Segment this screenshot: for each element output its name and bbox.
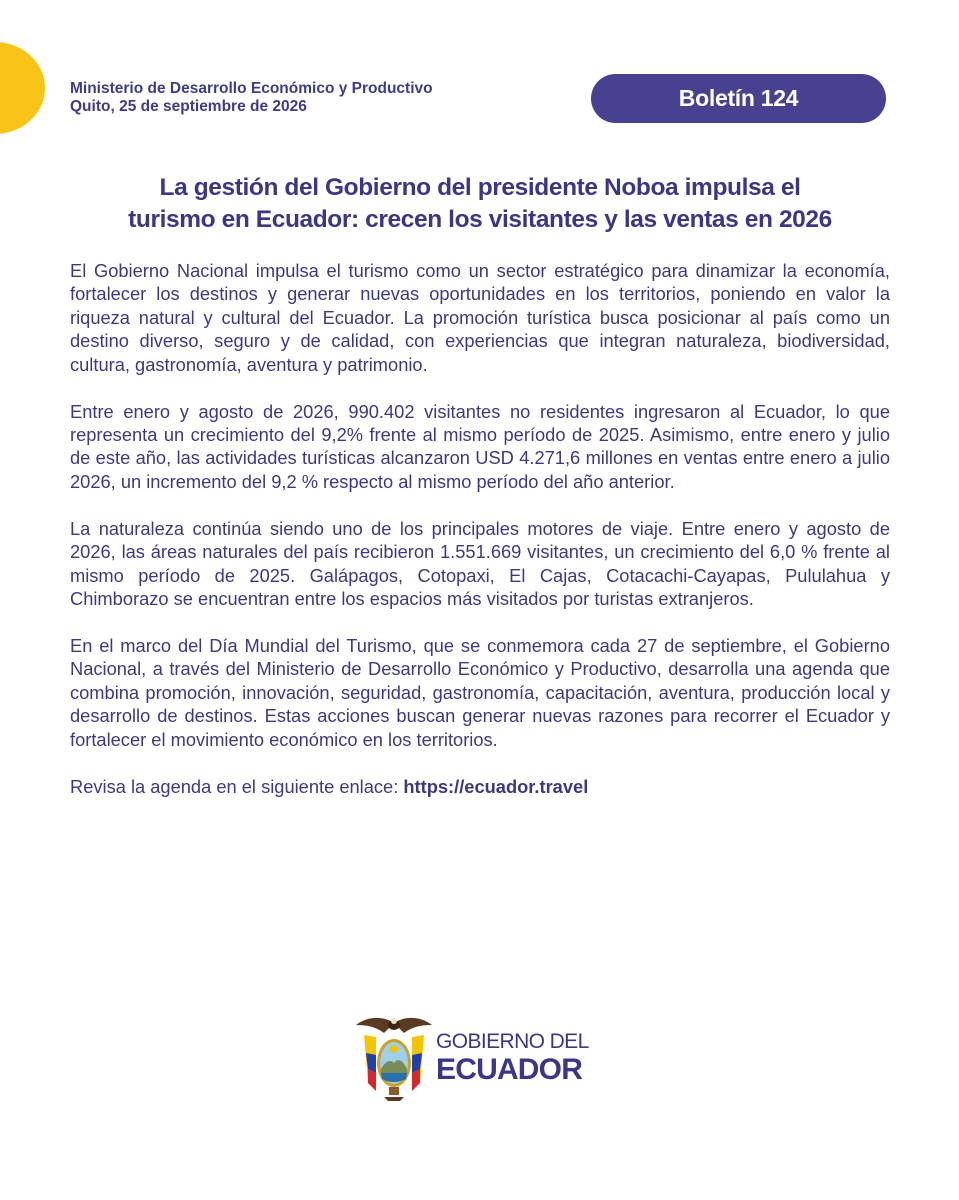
ecuador-coat-of-arms-icon [354, 1013, 434, 1103]
logo-line-1: GOBIERNO DEL [436, 1030, 589, 1053]
bulletin-number: Boletín 124 [678, 85, 799, 111]
agenda-cta [70, 775, 890, 798]
paragraph-visitors: Entre enero y agosto de 2026, 990.402 visitantes no residentes ingresaron al Ecuador, lo que representa un crecimiento del 9,2% frente al mismo período de 2025. Asimismo, entre enero y julio de este año, las actividades turísticas alcanzaron USD 4.271,6 millones en ventas entre enero a julio 2026, un incremento del 9,2 % respecto al mismo período del año anterior. [70, 400, 890, 492]
bulletin-date: Quito, 25 de septiembre de 2026 [70, 98, 307, 115]
paragraph-intro: El Gobierno Nacional impulsa el turismo como un sector estratégico para dinamizar la economía, fortalecer los destinos y generar nuevas oportunidades en los territorios, poniendo en valor la riqueza natural y cultural del Ecuador. La promoción turística busca posicionar al país como un destino diverso, seguro y de calidad, con experiencias que integran naturaleza, biodiversidad, cultura, gastronomía, aventura y patrimonio. [70, 260, 890, 375]
logo-wordmark [436, 1031, 589, 1085]
article-body [70, 259, 890, 822]
government-logo [354, 1013, 614, 1103]
logo-line-2: ECUADOR [436, 1053, 583, 1086]
headline [40, 172, 920, 236]
paragraph-nature: La naturaleza continúa siendo uno de los principales motores de viaje. Entre enero y agosto de 2026, las áreas naturales del país recibieron 1.551.669 visitantes, un crecimiento del 6,0 % frente al mismo período de 2025. Galápagos, Cotopaxi, El Cajas, Cotacachi-Cayapas, Pululahua y Chimborazo se encuentran entre los espacios más visitados por turistas extranjeros. [70, 517, 890, 610]
corner-accent-circle [0, 42, 45, 134]
headline-line-1: La gestión del Gobierno del presidente Noboa impulsa el [159, 174, 801, 201]
headline-line-2: turismo en Ecuador: crecen los visitantes y las ventas en 2026 [128, 206, 832, 233]
paragraph-agenda: En el marco del Día Mundial del Turismo, que se conmemora cada 27 de septiembre, el Gobierno Nacional, a través del Ministerio de Desarrollo Económico y Productivo, desarrolla una agenda que combina promoción, innovación, seguridad, gastronomía, capacitación, aventura, producción local y desarrollo de destinos. Estas acciones buscan generar nuevas razones para recorrer el Ecuador y fortalecer el movimiento económico en los territorios. [70, 635, 890, 750]
header-info [70, 80, 433, 116]
agenda-link[interactable]: https://ecuador.travel [403, 775, 589, 797]
agenda-cta-text: Revisa la agenda en el siguiente enlace: [70, 775, 399, 797]
ministry-name: Ministerio de Desarrollo Económico y Productivo [70, 80, 433, 97]
bulletin-badge [591, 74, 886, 123]
